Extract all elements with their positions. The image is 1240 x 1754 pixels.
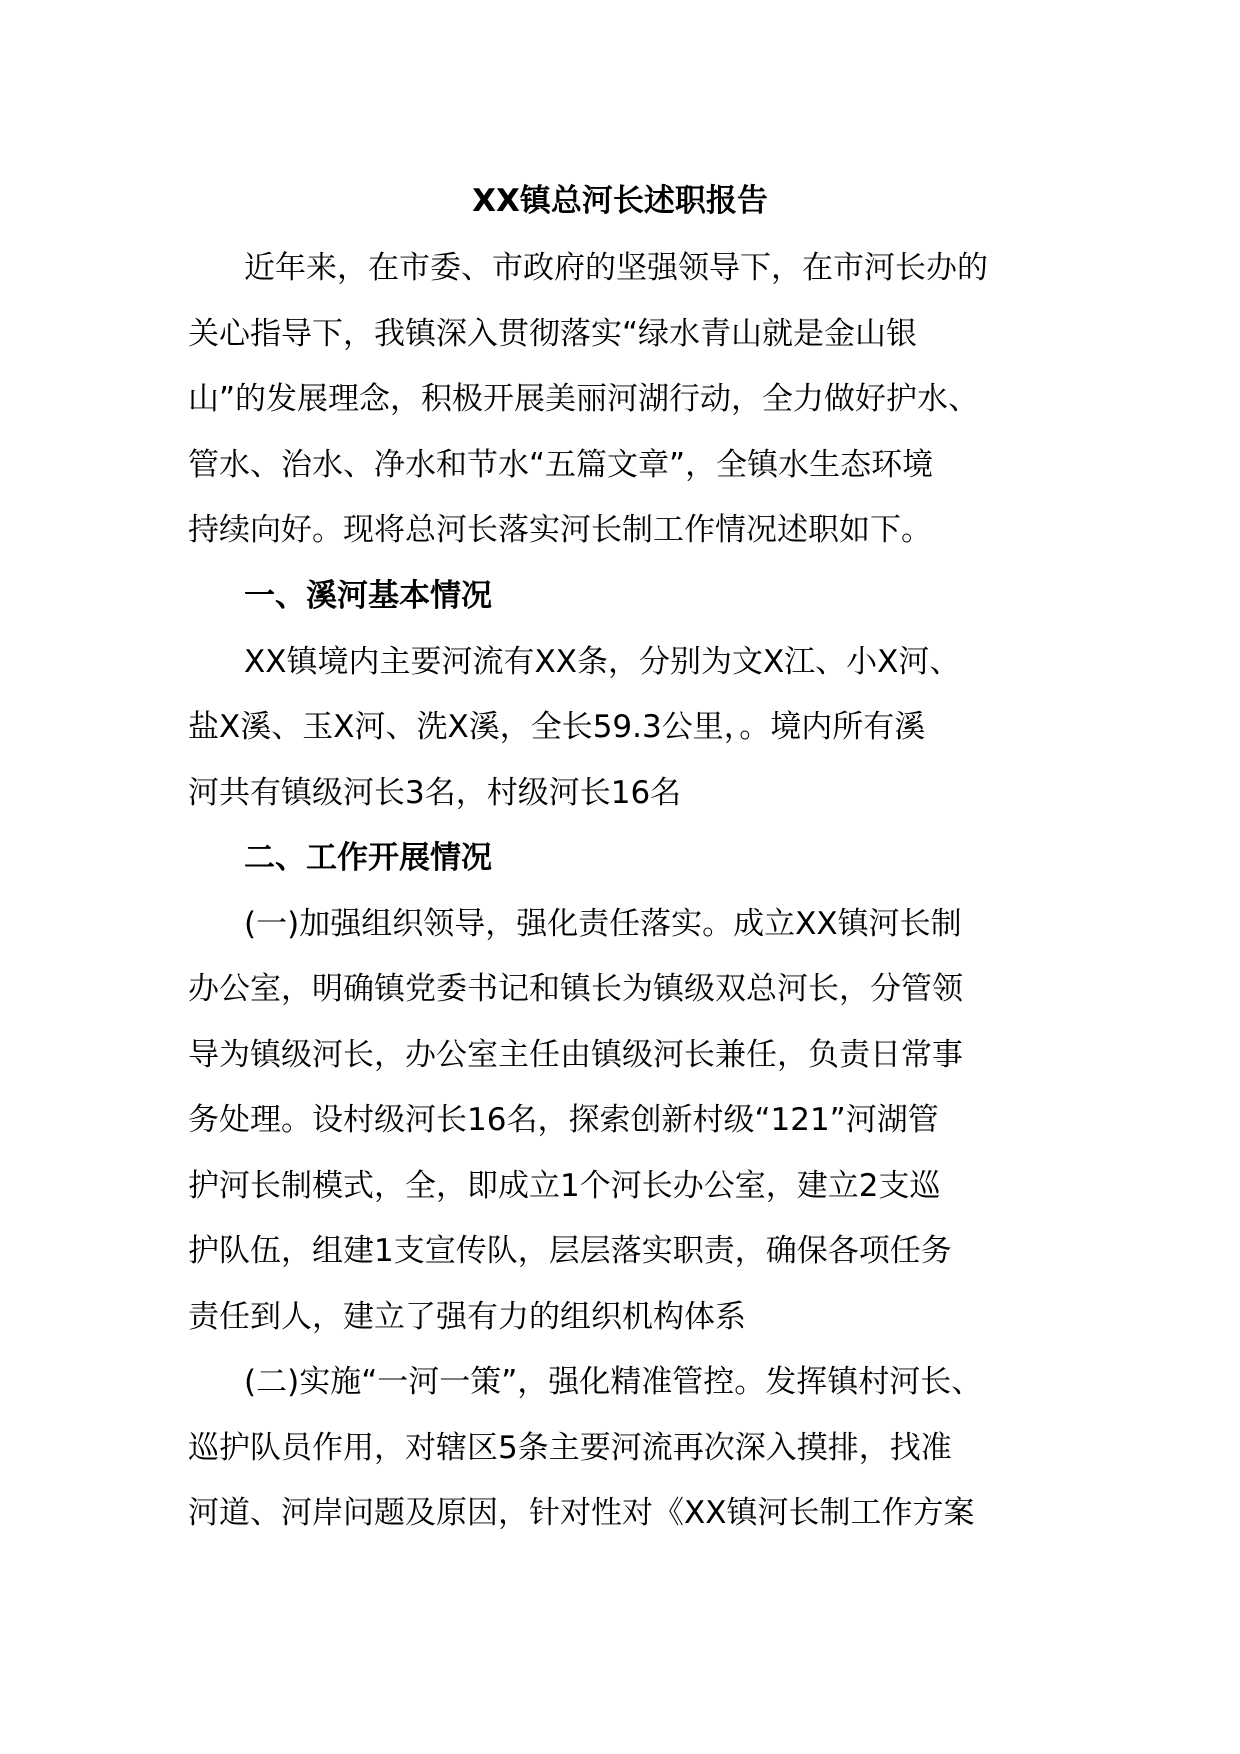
text-line: 导为镇级河长，办公室主任由镇级河长兼任，负责日常事: [188, 1036, 963, 1073]
intro-paragraph: [188, 236, 1058, 564]
section-heading: 二、工作开展情况: [244, 840, 492, 876]
text-line: 河共有镇级河长3名，村级河长16名: [188, 774, 682, 811]
text-line: 办公室，明确镇党委书记和镇长为镇级双总河长，分管领: [188, 971, 963, 1007]
text-line: (二)实施“一河一策”，强化精准管控。发挥镇村河长、: [244, 1364, 983, 1400]
text-line: 护队伍，组建1支宣传队，层层落实职责，确保各项任务: [188, 1233, 952, 1269]
text-line: 持续向好。现将总河长落实河长制工作情况述职如下。: [188, 512, 932, 548]
text-line: 护河长制模式，全，即成立1个河长办公室，建立2支巡: [188, 1167, 941, 1204]
text-line: 盐X溪、玉X河、洗X溪，全长59.3公里，。境内所有溪: [188, 709, 926, 745]
section-2: [188, 826, 1058, 1547]
section-heading: 一、溪河基本情况: [244, 578, 492, 614]
text-line: 责任到人，建立了强有力的组织机构体系: [188, 1298, 746, 1335]
text-line: 山”的发展理念，积极开展美丽河湖行动，全力做好护水、: [188, 381, 980, 417]
text-line: 巡护队员作用，对辖区5条主要河流再次深入摸排，找准: [188, 1429, 952, 1466]
text-line: 河道、河岸问题及原因，针对性对《XX镇河长制工作方案: [188, 1495, 975, 1531]
section-1: [188, 564, 1058, 826]
document-title: XX镇总河长述职报告: [472, 183, 768, 219]
text-line: 关心指导下，我镇深入贯彻落实“绿水青山就是金山银: [188, 315, 918, 352]
text-line: XX镇境内主要河流有XX条，分别为文X江、小X河、: [244, 643, 961, 680]
text-line: 近年来，在市委、市政府的坚强领导下，在市河长办的: [244, 250, 988, 286]
text-line: (一)加强组织领导，强化责任落实。成立XX镇河长制: [244, 905, 962, 942]
text-line: 管水、治水、净水和节水“五篇文章”，全镇水生态环境: [188, 446, 934, 483]
text-line: 务处理。设村级河长16名，探索创新村级“121”河湖管: [188, 1102, 939, 1138]
